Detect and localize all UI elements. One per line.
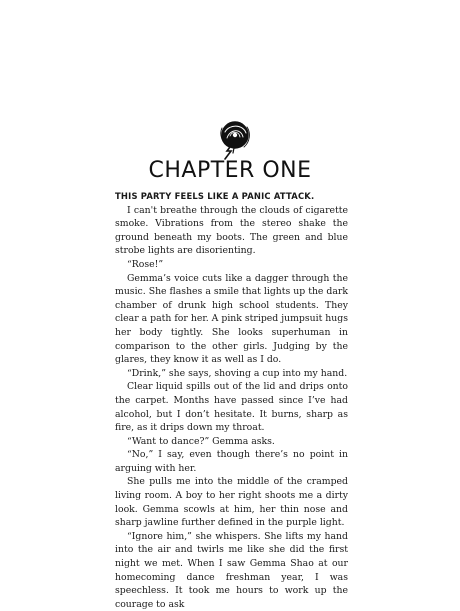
paragraph-5: “Drink,” she says, shoving a cup into my hand. xyxy=(127,367,348,379)
scribbled-rose-icon xyxy=(213,118,255,160)
paragraph-6: Clear liquid spills out of the lid and drips onto the carpet. Months have passed since I’ve had alcohol, but I don’t hesitate. It burns, sharp as fire, as it drips down my throat. xyxy=(115,381,348,434)
chapter-title: CHAPTER ONE xyxy=(148,158,312,183)
lead-in-text: THIS PARTY FEELS LIKE A PANIC ATTACK. xyxy=(115,191,315,201)
paragraph-3: “Rose!” xyxy=(127,258,164,270)
paragraph-9: She pulls me into the middle of the cramped living room. A boy to her right shoots me a dirty look. Gemma scowls at him, her thin nose and sharp jawline further defined in the purple light. xyxy=(115,476,348,529)
paragraph-2: I can't breathe through the clouds of cigarette smoke. Vibrations from the stereo shake the ground beneath my boots. The green and blue strobe lights are disorienting. xyxy=(115,204,348,257)
chapter-body xyxy=(115,190,348,611)
paragraph-4: Gemma’s voice cuts like a dagger through the music. She flashes a smile that lights up the dark chamber of drunk high school students. They clear a path for her. A pink striped jumpsuit hugs her body tightly. She looks superhuman in comparison to the other girls. Judging by the glares, they know it as well as I do. xyxy=(115,272,348,366)
paragraph-7: “Want to dance?” Gemma asks. xyxy=(127,435,275,447)
paragraph-1 xyxy=(115,190,348,204)
paragraph-8: “No,” I say, even though there’s no point in arguing with her. xyxy=(115,449,348,474)
paragraph-10: “Ignore him,” she whispers. She lifts my hand into the air and twirls me like she did the first night we met. When I saw Gemma Shao at our homecoming dance freshman year, I was speechless. It took me hours to work up the courage to ask xyxy=(115,530,348,610)
